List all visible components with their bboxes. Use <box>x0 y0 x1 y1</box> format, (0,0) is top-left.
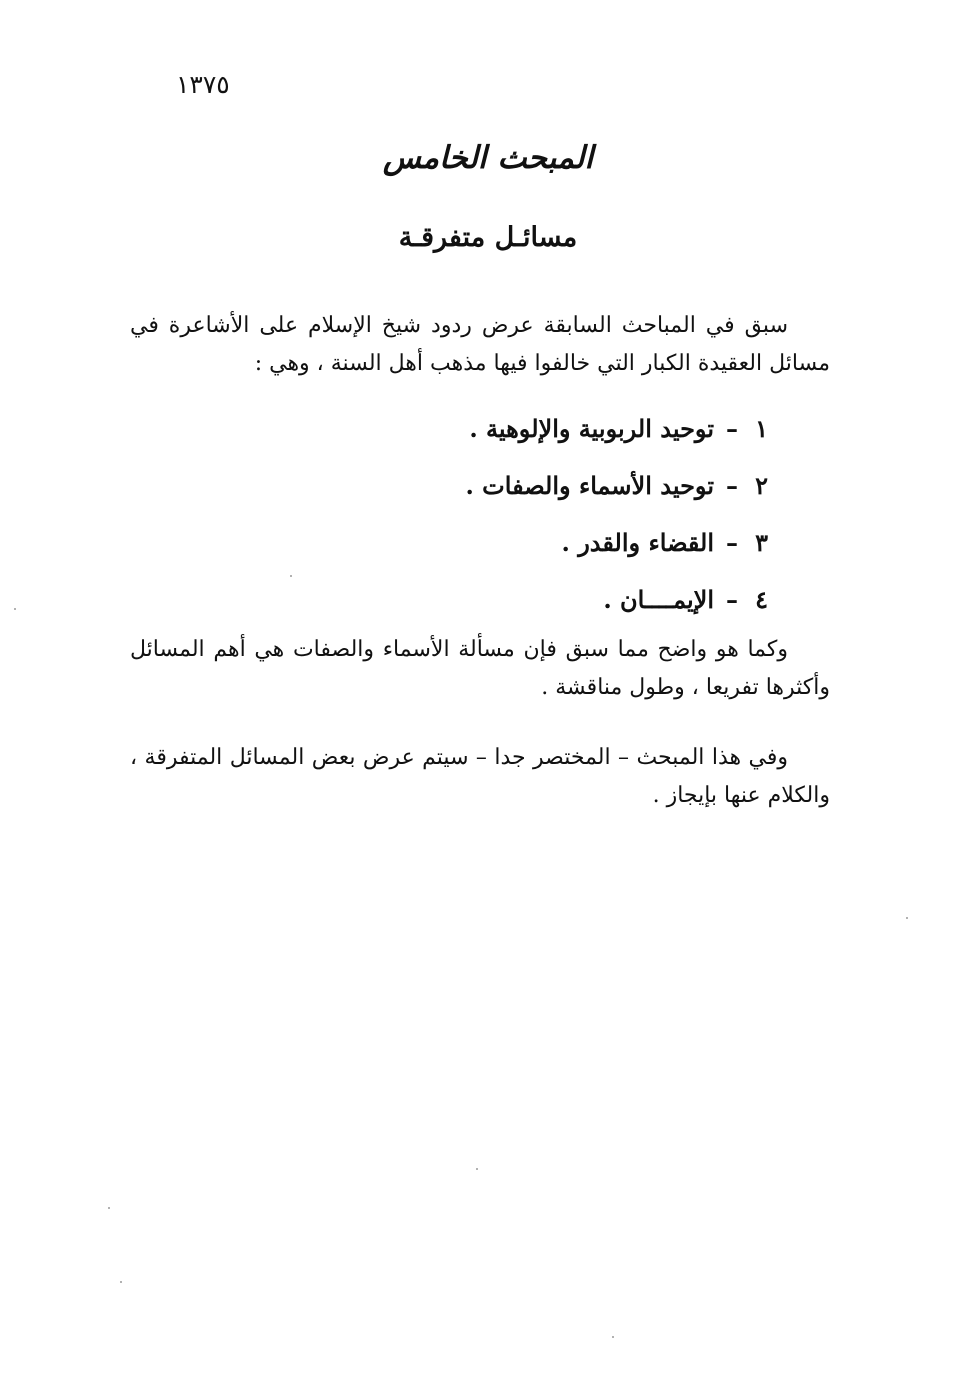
list-item-number: ٤ <box>755 585 768 614</box>
list-item-text: الإيمــــان . <box>603 585 714 614</box>
list-item-text: القضاء والقدر . <box>561 528 714 557</box>
list-item-number: ٢ <box>755 471 768 500</box>
scan-speck <box>14 608 16 610</box>
list-item-text: توحيد الربوبية والإلوهية . <box>469 414 714 443</box>
list-item-dash: – <box>726 414 738 443</box>
closing-paragraph-text: وفي هذا المبحث – المختصر جدا – سيتم عرض بعض المسائل المتفرقة ، والكلام عنها بإيجاز . <box>130 745 830 808</box>
scan-speck <box>290 575 292 577</box>
section-title: مسائـل متفرقـة <box>398 222 578 253</box>
scan-speck <box>612 1336 614 1338</box>
intro-paragraph <box>130 307 830 383</box>
list-item-number: ٣ <box>755 528 768 557</box>
chapter-title: المبحث الخامس <box>382 140 594 176</box>
list-item-dash: – <box>726 471 738 500</box>
list-item <box>300 400 768 457</box>
list-item <box>300 514 768 571</box>
list-item-text: توحيد الأسماء والصفات . <box>465 471 714 500</box>
page-number: ١٣٧٥ <box>176 70 230 99</box>
list-item-dash: – <box>726 585 738 614</box>
scan-speck <box>120 1281 122 1283</box>
list-item-dash: – <box>726 528 738 557</box>
scan-speck <box>108 1207 110 1209</box>
list-item <box>300 457 768 514</box>
topics-list <box>300 400 768 628</box>
intro-paragraph-text: سبق في المباحث السابقة عرض ردود شيخ الإسلام على الأشاعرة في مسائل العقيدة الكبار التي خالفوا فيها مذهب أهل السنة ، وهي : <box>130 313 830 376</box>
body-paragraph <box>130 631 830 707</box>
list-item-number: ١ <box>755 414 768 443</box>
list-item <box>300 571 768 628</box>
closing-paragraph <box>130 739 830 815</box>
scan-speck <box>476 1168 478 1170</box>
scan-speck <box>906 917 908 919</box>
body-paragraph-text: وكما هو واضح مما سبق فإن مسألة الأسماء والصفات هي أهم المسائل وأكثرها تفريعا ، وطول مناقشة . <box>130 637 830 700</box>
